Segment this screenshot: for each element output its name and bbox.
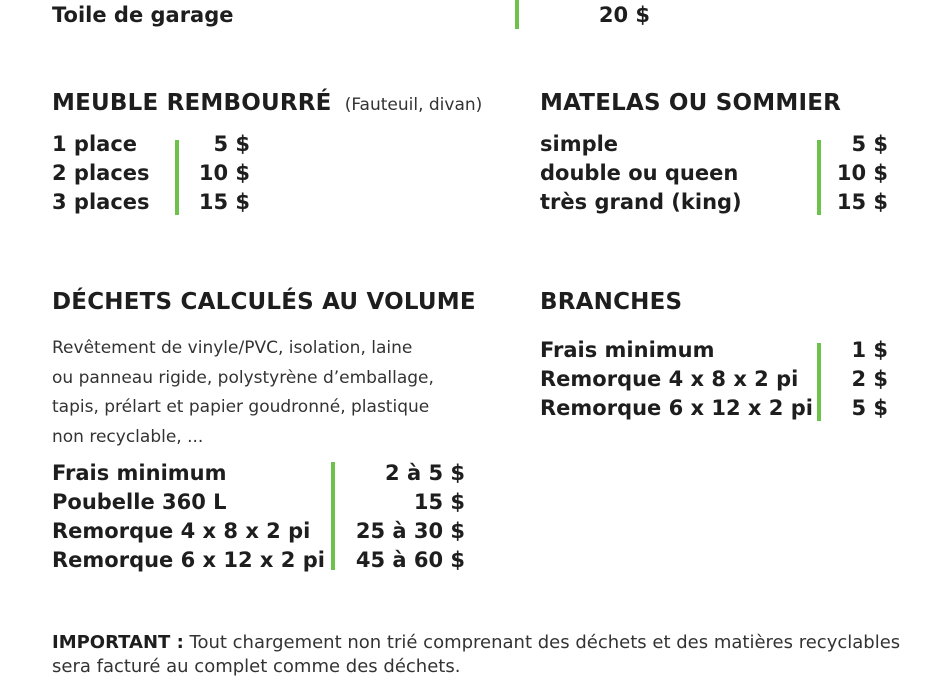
list-item: Frais minimum bbox=[52, 461, 227, 485]
matelas-heading: MATELAS OU SOMMIER bbox=[540, 90, 842, 116]
price-value: 5 $ bbox=[851, 396, 888, 420]
meuble-prices bbox=[180, 130, 250, 217]
top-item: Toile de garage bbox=[52, 3, 234, 27]
important-label: IMPORTANT : bbox=[52, 632, 184, 653]
price-value: 10 $ bbox=[836, 161, 888, 185]
dechets-prices bbox=[340, 459, 465, 575]
matelas-prices bbox=[822, 130, 888, 217]
list-item: Remorque 6 x 12 x 2 pi bbox=[52, 548, 325, 572]
dechets-divider bbox=[331, 462, 335, 570]
top-divider bbox=[515, 0, 519, 29]
price-value: 45 à 60 $ bbox=[355, 548, 465, 572]
price-value: 1 $ bbox=[851, 338, 888, 362]
price-value: 5 $ bbox=[213, 132, 250, 156]
branches-divider bbox=[817, 343, 821, 421]
price-value: 15 $ bbox=[198, 190, 250, 214]
dechets-heading: DÉCHETS CALCULÉS AU VOLUME bbox=[52, 289, 476, 315]
list-item: simple bbox=[540, 132, 619, 156]
description-line: tapis, prélart et papier goudronné, plastique bbox=[52, 397, 430, 417]
important-line-1: Tout chargement non trié comprenant des déchets et des matières recyclables bbox=[189, 632, 901, 653]
important-notice bbox=[52, 631, 912, 679]
matelas-items bbox=[540, 130, 810, 217]
list-item: Frais minimum bbox=[540, 338, 715, 362]
list-item: double ou queen bbox=[540, 161, 739, 185]
branches-heading: BRANCHES bbox=[540, 289, 683, 315]
meuble-section-header bbox=[52, 90, 482, 116]
price-value: 5 $ bbox=[851, 132, 888, 156]
dechets-items bbox=[52, 459, 327, 575]
branches-prices bbox=[822, 336, 888, 423]
price-value: 25 à 30 $ bbox=[355, 519, 465, 543]
price-value: 10 $ bbox=[198, 161, 250, 185]
meuble-items bbox=[52, 130, 172, 217]
price-value: 2 $ bbox=[851, 367, 888, 391]
branches-items bbox=[540, 336, 812, 423]
list-item: Remorque 4 x 8 x 2 pi bbox=[540, 367, 799, 391]
meuble-note: (Fauteuil, divan) bbox=[344, 95, 483, 115]
top-price: 20 $ bbox=[598, 3, 650, 27]
meuble-divider bbox=[175, 140, 179, 215]
description-line: non recyclable, ... bbox=[52, 426, 204, 447]
list-item: Poubelle 360 L bbox=[52, 490, 227, 514]
list-item: Remorque 4 x 8 x 2 pi bbox=[52, 519, 311, 543]
list-item: 2 places bbox=[52, 161, 150, 185]
meuble-heading: MEUBLE REMBOURRÉ bbox=[52, 90, 332, 116]
description-line: ou panneau rigide, polystyrène d’emballage, bbox=[52, 367, 434, 388]
list-item: 3 places bbox=[52, 190, 150, 214]
dechets-description bbox=[52, 334, 482, 452]
list-item: très grand (king) bbox=[540, 190, 742, 214]
important-line-2: sera facturé au complet comme des déchets. bbox=[52, 656, 461, 677]
description-line: Revêtement de vinyle/PVC, isolation, laine bbox=[52, 338, 413, 358]
price-value: 15 $ bbox=[413, 490, 465, 514]
list-item: Remorque 6 x 12 x 2 pi bbox=[540, 396, 813, 420]
price-value: 2 à 5 $ bbox=[385, 461, 465, 485]
list-item: 1 place bbox=[52, 132, 138, 156]
matelas-divider bbox=[817, 140, 821, 215]
price-value: 15 $ bbox=[836, 190, 888, 214]
